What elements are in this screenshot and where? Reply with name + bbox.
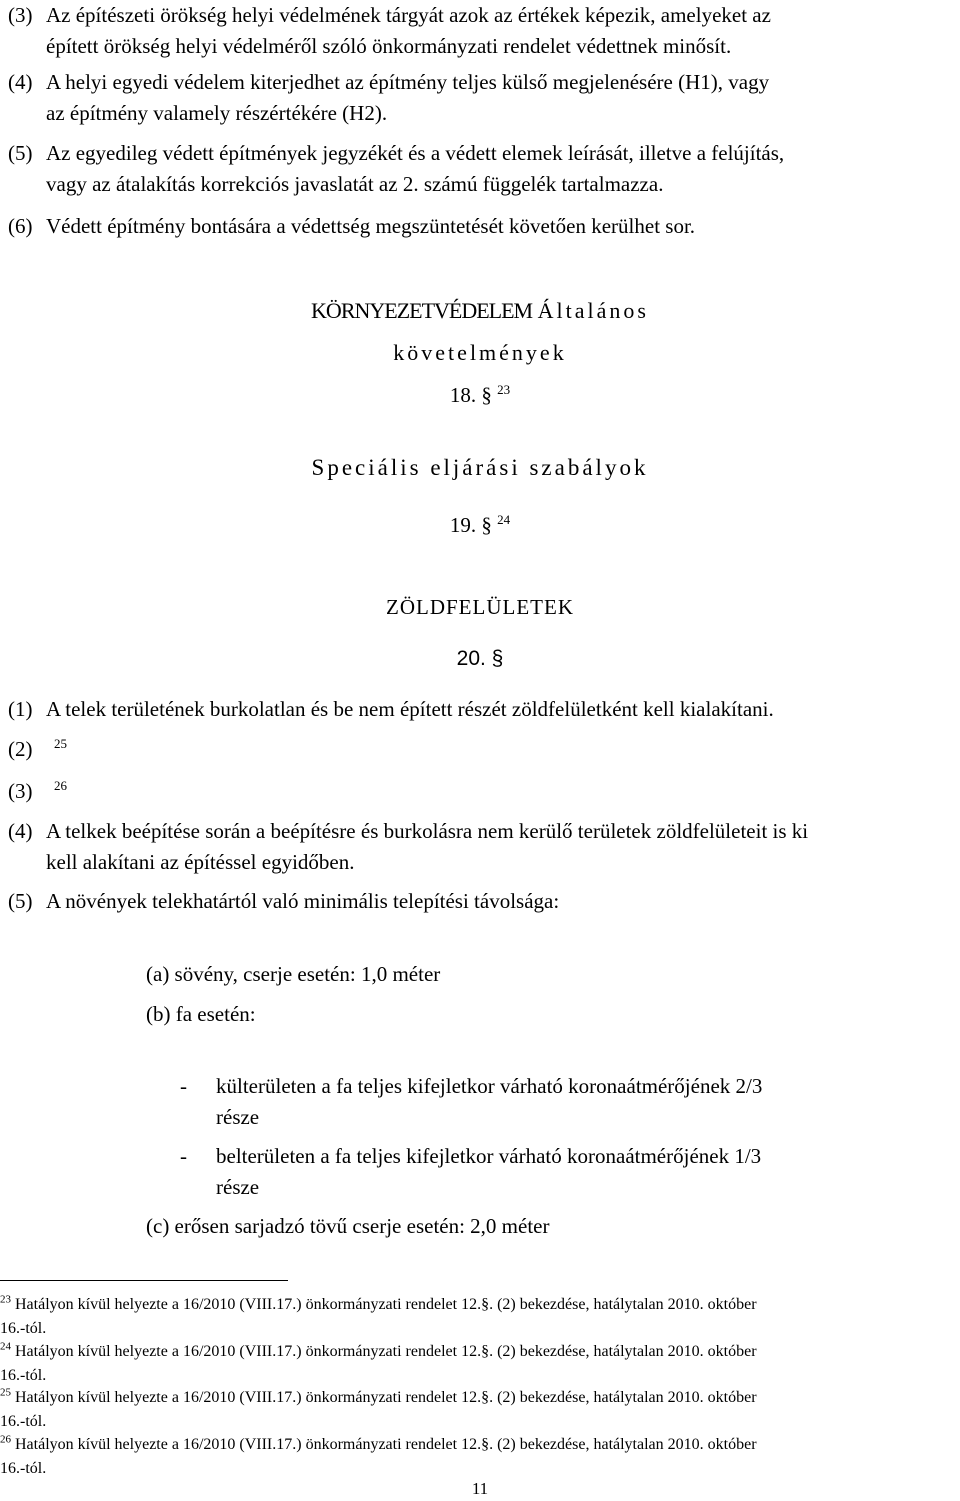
footnote-text: 16.-tól. xyxy=(0,1413,47,1430)
paragraph-number: (1) xyxy=(8,697,33,721)
dash-marker: - xyxy=(180,1144,187,1168)
footnote-number: 26 xyxy=(0,1433,11,1446)
paragraph-text: A telkek beépítése során a beépítésre és burkolásra nem kerülő területek zöldfelületeit is ki xyxy=(46,819,809,843)
paragraph-5 xyxy=(8,138,958,200)
list-item-a: (a) sövény, cserje esetén: 1,0 méter xyxy=(146,962,441,986)
paragraph-number: (2) xyxy=(8,737,33,761)
paragraph-number: (3) xyxy=(8,779,33,803)
footnote-number: 24 xyxy=(0,1340,11,1353)
paragraph-number: (5) xyxy=(8,889,33,913)
paragraph-number: (5) xyxy=(8,141,33,165)
subitem-text: része xyxy=(216,1175,260,1199)
list-item-c: (c) erősen sarjadzó tövű cserje esetén: 2,0 méter xyxy=(146,1214,550,1238)
s20-paragraph-1 xyxy=(8,694,958,725)
paragraph-number: (4) xyxy=(8,819,33,843)
paragraph-text: A helyi egyedi védelem kiterjedhet az építmény teljes külső megjelenésére (H1), vagy xyxy=(46,70,770,94)
footnote-text: Hatályon kívül helyezte a 16/2010 (VIII.17.) önkormányzati rendelet 12.§. (2) bekezdése, hatálytalan 2010. október xyxy=(15,1296,757,1313)
paragraph-number: (3) xyxy=(8,3,33,27)
heading-special-procedures: Speciális eljárási szabályok xyxy=(311,455,649,480)
section-number: 18. § xyxy=(449,383,492,407)
paragraph-text: A telek területének burkolatlan és be nem épített részét zöldfelületként kell kialakítani. xyxy=(46,697,774,721)
heading-general: Általános xyxy=(537,298,649,323)
paragraph-4 xyxy=(8,67,958,129)
footnote-text: 16.-tól. xyxy=(0,1460,47,1477)
paragraph-number: (6) xyxy=(8,214,33,238)
section-number: 19. § xyxy=(449,513,492,537)
paragraph-text: Az egyedileg védett építmények jegyzékét és a védett elemek leírását, illetve a felújítás, xyxy=(46,141,785,165)
paragraph-text: vagy az átalakítás korrekciós javaslatát az 2. számú függelék tartalmazza. xyxy=(46,172,664,196)
footnote-ref: 26 xyxy=(54,778,67,793)
paragraph-6 xyxy=(8,211,958,242)
section-19 xyxy=(0,510,960,540)
list-subitem-outer-area xyxy=(216,1071,916,1133)
paragraph-3 xyxy=(8,0,958,62)
paragraph-text: Védett építmény bontására a védettség megszüntetését követően kerülhet sor. xyxy=(46,214,696,238)
subitem-text: külterületen a fa teljes kifejletkor várható koronaátmérőjének 2/3 xyxy=(216,1074,763,1098)
footnote-24 xyxy=(0,1340,958,1388)
footnote-text: Hatályon kívül helyezte a 16/2010 (VIII.17.) önkormányzati rendelet 12.§. (2) bekezdése, hatálytalan 2010. október xyxy=(15,1343,757,1360)
paragraph-text: az építmény valamely részértékére (H2). xyxy=(46,101,388,125)
footnote-ref: 24 xyxy=(497,512,511,527)
paragraph-number: (4) xyxy=(8,70,33,94)
s20-paragraph-2 xyxy=(8,734,308,765)
section-18 xyxy=(0,380,960,410)
list-item-b: (b) fa esetén: xyxy=(146,1002,256,1026)
heading-environment xyxy=(0,296,960,326)
footnote-ref: 25 xyxy=(54,736,67,751)
page-number: 11 xyxy=(471,1479,489,1498)
footnote-text: 16.-tól. xyxy=(0,1367,47,1384)
heading-requirements: követelmények xyxy=(393,340,567,365)
s20-paragraph-5 xyxy=(8,886,958,917)
paragraph-text: kell alakítani az építéssel egyidőben. xyxy=(46,850,355,874)
s20-paragraph-4 xyxy=(8,816,958,878)
subitem-text: része xyxy=(216,1105,260,1129)
s20-paragraph-3 xyxy=(8,776,308,807)
footnote-number: 25 xyxy=(0,1386,11,1399)
footnote-text: 16.-tól. xyxy=(0,1320,47,1337)
list-subitem-inner-area xyxy=(216,1141,916,1203)
heading-green-areas: ZÖLDFELÜLETEK xyxy=(386,595,574,619)
footnote-25 xyxy=(0,1386,958,1434)
heading-environment-title: KÖRNYEZETVÉDELEM xyxy=(311,298,533,323)
paragraph-text: Az építészeti örökség helyi védelmének tárgyát azok az értékek képezik, amelyeket az xyxy=(46,3,771,27)
footnote-26 xyxy=(0,1433,958,1481)
subitem-text: belterületen a fa teljes kifejletkor várható koronaátmérőjének 1/3 xyxy=(216,1144,762,1168)
dash-marker: - xyxy=(180,1074,187,1098)
footnote-text: Hatályon kívül helyezte a 16/2010 (VIII.17.) önkormányzati rendelet 12.§. (2) bekezdése, hatálytalan 2010. október xyxy=(15,1389,757,1406)
footnote-23 xyxy=(0,1293,958,1341)
footnote-separator xyxy=(0,1280,288,1281)
paragraph-text: A növények telekhatártól való minimális telepítési távolsága: xyxy=(46,889,560,913)
paragraph-text: épített örökség helyi védelméről szóló önkormányzati rendelet védettnek minősít. xyxy=(46,34,732,58)
footnote-ref: 23 xyxy=(497,382,511,397)
footnote-number: 23 xyxy=(0,1293,11,1306)
section-20: 20. § xyxy=(456,647,504,670)
footnote-text: Hatályon kívül helyezte a 16/2010 (VIII.17.) önkormányzati rendelet 12.§. (2) bekezdése, hatálytalan 2010. október xyxy=(15,1436,757,1453)
